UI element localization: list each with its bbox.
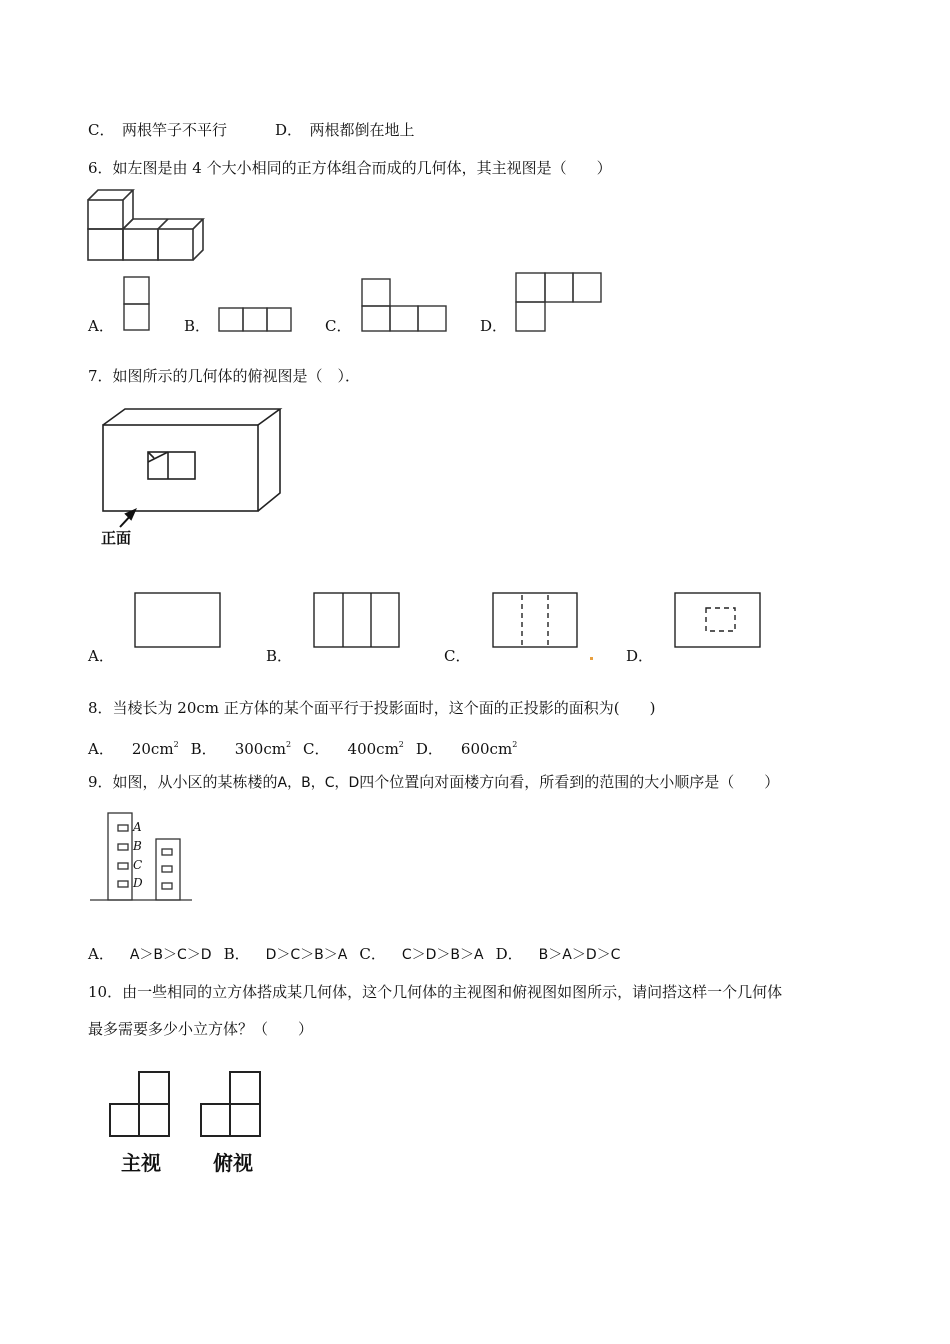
q6-option-d-figure [515,272,605,334]
q9-option-b-value: D＞C＞B＞A [265,947,348,963]
q8-option-d-label: D． [415,740,443,758]
q8-option-b-sup: 2 [285,740,292,749]
q6-option-b-figure [218,307,294,333]
q7-label-a: A． [88,647,114,665]
q9-option-d-value: B＞A＞D＞C [538,947,621,963]
q6-option-a-figure [123,276,153,332]
q5-option-d: D． 两根都倒在地上 [275,121,415,139]
q8-option-a-sup: 2 [173,740,179,749]
q8-option-c-label: C． [303,740,330,758]
q10-front-view-figure [109,1070,173,1140]
q7-label-c: C． [444,647,471,665]
q9-stem [88,772,779,793]
q9-stem-letters: A，B，C，D [277,775,360,791]
q9-stem-pre: 9．如图，从小区的某栋楼的 [88,773,278,791]
q7-label-b: B． [266,647,293,665]
q8-options [88,735,517,759]
q6-stem: 6．如左图是由 4 个大小相同的正方体组合而成的几何体，其主视图是（ ） [88,159,612,177]
q6-label-b: B． [184,317,211,335]
q10-caption-front: 主视 [121,1151,161,1175]
q9-option-c-value: C＞D＞B＞A [401,947,484,963]
q10-caption-top: 俯视 [213,1151,253,1175]
stray-dot [590,657,593,660]
q7-stem: 7．如图所示的几何体的俯视图是（ ）． [88,367,361,385]
q7-option-c-figure [492,592,582,650]
q9-stem-post: 四个位置向对面楼方向看，所看到的范围的大小顺序是（ ） [359,773,780,791]
q9-option-b-label: B． [223,945,250,963]
q9-option-a-label: A． [88,945,114,963]
q7-option-d-figure [674,592,764,650]
q6-label-a: A． [88,317,114,335]
q8-stem: 8．当棱长为 20cm 正方体的某个面平行于投影面时，这个面的正投影的面积为( ) [88,699,656,717]
q9-option-c-label: C． [359,945,386,963]
q8-option-d-sup: 2 [512,740,518,749]
q9-point-c: C [133,858,143,872]
q6-label-d: D． [480,317,508,335]
q10-stem-line1: 10．由一些相同的立方体搭成某几何体，这个几何体的主视图和俯视图如图所示，请问搭这样一个几何体 [88,983,783,1001]
q7-box-figure [100,406,285,536]
q9-options [88,944,620,965]
q6-option-c-figure [361,278,449,334]
q8-option-c-value: 400cm [347,740,399,758]
q8-option-b-label: B． [190,740,217,758]
q9-point-b: B [133,839,142,853]
q9-point-d: D [133,876,143,890]
q8-option-b-value: 300cm [234,740,286,758]
q7-option-b-figure [313,592,403,650]
q7-option-a-figure [134,592,224,650]
q6-solid-figure [86,188,206,264]
q6-label-c: C． [325,317,352,335]
q9-buildings-figure [88,810,198,905]
q7-front-caption: 正面 [101,529,132,547]
q8-option-a-value: 20cm [131,740,174,758]
q10-stem-line2: 最多需要多少小立方体？（ ） [88,1020,314,1038]
q8-option-d-value: 600cm [460,740,513,758]
q7-label-d: D． [626,647,654,665]
q9-option-a-value: A＞B＞C＞D [129,947,212,963]
q9-option-d-label: D． [495,945,523,963]
q5-option-c: C． 两根竿子不平行 [88,121,227,139]
q10-top-view-figure [200,1070,264,1140]
q9-point-a: A [133,820,142,834]
q8-option-c-sup: 2 [398,740,404,749]
q8-option-a-label: A． [88,740,114,758]
